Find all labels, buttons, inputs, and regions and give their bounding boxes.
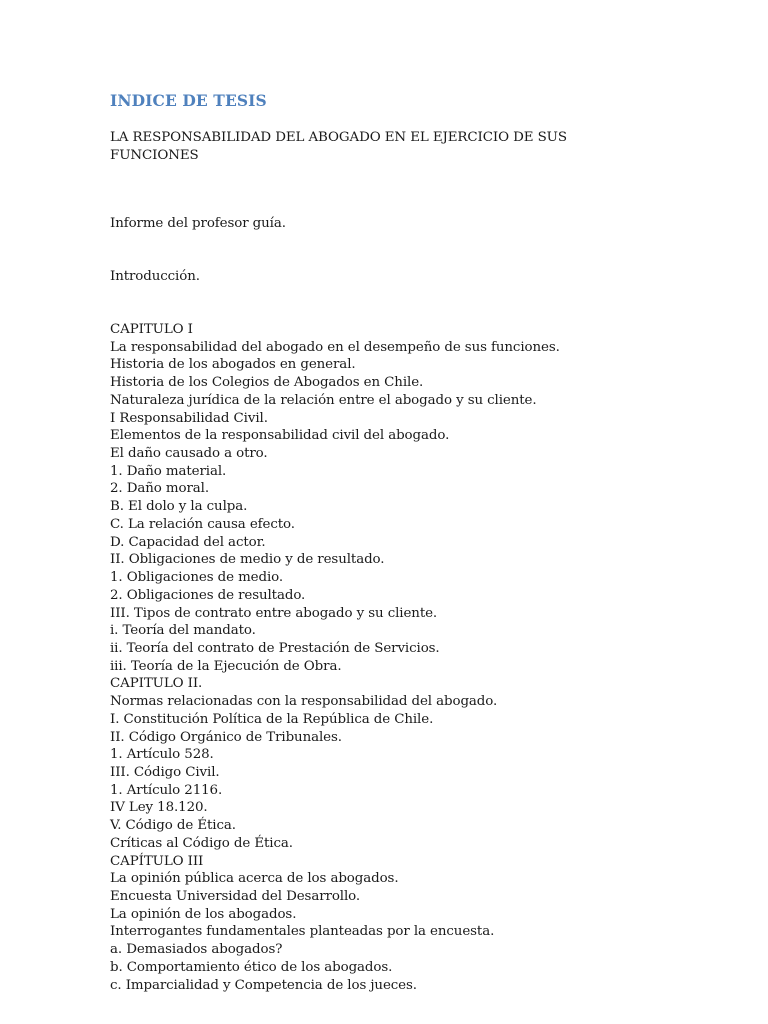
toc-entry: a. Demasiados abogados? <box>110 942 283 958</box>
toc-entry: ii. Teoría del contrato de Prestación de Servicios. <box>110 640 440 656</box>
table-of-contents <box>110 321 560 994</box>
toc-entry: I. Constitución Política de la República de Chile. <box>110 711 434 727</box>
toc-entry: B. El dolo y la culpa. <box>110 499 248 515</box>
toc-entry: CAPÍTULO III <box>110 853 204 869</box>
document-heading: INDICE DE TESIS <box>110 91 267 110</box>
toc-entry: Críticas al Código de Ética. <box>110 835 293 851</box>
toc-entry: D. Capacidad del actor. <box>110 534 266 550</box>
toc-entry: CAPITULO II. <box>110 676 203 692</box>
toc-entry: V. Código de Ética. <box>110 818 236 834</box>
toc-entry: 1. Artículo 528. <box>110 747 214 763</box>
toc-entry: iii. Teoría de la Ejecución de Obra. <box>110 658 342 674</box>
toc-entry: II. Código Orgánico de Tribunales. <box>110 729 342 745</box>
toc-entry: II. Obligaciones de medio y de resultado. <box>110 552 385 568</box>
toc-entry: Historia de los Colegios de Abogados en Chile. <box>110 375 424 391</box>
toc-entry: c. Imparcialidad y Competencia de los jueces. <box>110 977 417 993</box>
toc-entry: 2. Daño moral. <box>110 481 209 497</box>
toc-entry: IV Ley 18.120. <box>110 800 208 816</box>
toc-entry: 2. Obligaciones de resultado. <box>110 587 306 603</box>
toc-entry: Interrogantes fundamentales planteadas por la encuesta. <box>110 924 495 940</box>
introduction-entry: Introducción. <box>110 269 200 284</box>
advisor-report-entry: Informe del profesor guía. <box>110 216 286 231</box>
toc-entry: C. La relación causa efecto. <box>110 516 295 532</box>
toc-entry: Historia de los abogados en general. <box>110 357 356 373</box>
toc-entry: 1. Obligaciones de medio. <box>110 570 284 586</box>
toc-entry: b. Comportamiento ético de los abogados. <box>110 959 393 975</box>
toc-entry: Naturaleza jurídica de la relación entre el abogado y su cliente. <box>110 392 537 408</box>
toc-entry: III. Tipos de contrato entre abogado y su cliente. <box>110 605 438 621</box>
toc-entry: Normas relacionadas con la responsabilidad del abogado. <box>110 694 498 710</box>
toc-entry: III. Código Civil. <box>110 764 220 780</box>
toc-entry: CAPITULO I <box>110 322 193 337</box>
toc-entry: El daño causado a otro. <box>110 446 268 462</box>
toc-entry: 1. Daño material. <box>110 463 227 479</box>
toc-entry: I Responsabilidad Civil. <box>110 410 268 426</box>
toc-entry: La opinión de los abogados. <box>110 906 297 922</box>
toc-entry: La opinión pública acerca de los abogados. <box>110 871 399 887</box>
toc-entry: 1. Artículo 2116. <box>110 782 223 798</box>
toc-entry: i. Teoría del mandato. <box>110 623 256 639</box>
thesis-title: LA RESPONSABILIDAD DEL ABOGADO EN EL EJERCICIO DE SUS FUNCIONES <box>110 130 567 163</box>
toc-entry: Encuesta Universidad del Desarrollo. <box>110 889 361 904</box>
toc-entry: La responsabilidad del abogado en el desempeño de sus funciones. <box>110 339 560 355</box>
toc-entry: Elementos de la responsabilidad civil del abogado. <box>110 428 450 444</box>
